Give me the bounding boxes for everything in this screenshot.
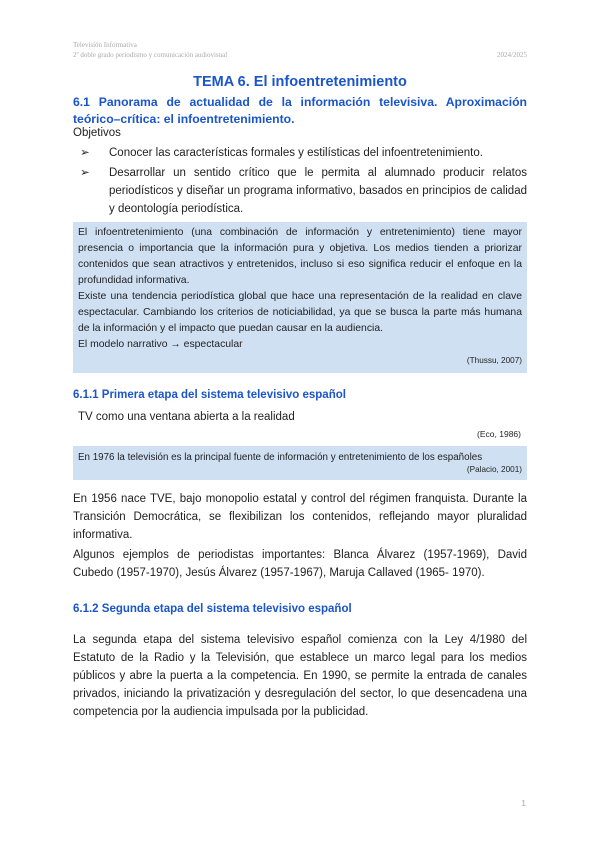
- fact-box-text: En 1976 la televisión es la principal fuente de información y entretenimiento de los españoles: [78, 452, 483, 463]
- paragraph: Algunos ejemplos de periodistas importantes: Blanca Álvarez (1957-1969), David Cubedo (1957-1970), Jesús Álvarez (1957-1967), Maruja Callaved (1965- 1970).: [73, 549, 527, 579]
- objective-item: [80, 164, 527, 218]
- section-6-1-1-heading: 6.1.1 Primera etapa del sistema televisivo español: [73, 389, 346, 401]
- header-course: Televisión Informativa: [73, 41, 137, 49]
- section-6-1-heading: 6.1 Panorama de actualidad de la información televisiva. Aproximación teórico–crítica: el infoentretenimiento.: [73, 95, 527, 126]
- paragraph: En 1956 nace TVE, bajo monopolio estatal y control del régimen franquista. Durante la Transición Democrática, se flexibilizan los contenidos, reflejando mayor pluralidad informativa.: [73, 493, 527, 541]
- quote-citation: (Thussu, 2007): [466, 356, 522, 365]
- fact-box-citation: (Palacio, 2001): [466, 465, 522, 474]
- header-degree: 2º doble grado periodismo y comunicación audiovisual: [73, 51, 228, 59]
- arrow-bullet-icon: ➢: [80, 147, 90, 159]
- section-6-1-2-heading: 6.1.2 Segunda etapa del sistema televisivo español: [73, 603, 352, 615]
- objectives-label: Objetivos: [73, 127, 121, 139]
- quote-paragraph: El modelo narrativo → espectacular: [78, 339, 243, 350]
- tv-citation: (Eco, 1986): [477, 429, 521, 439]
- page-header: [73, 40, 527, 60]
- quote-paragraph: El infoentretenimiento (una combinación de información y entretenimiento) tiene mayor presencia o importancia que la información pura y objetiva. Los medios tienden a priorizar contenidos que sean atractivos y entretenidos, incluso si eso significa reducir el enfoque en la profundidad informativa.: [78, 227, 522, 286]
- quote-paragraph: Existe una tendencia periodística global que hace una representación de la realidad en clave espectacular. Cambiando los criterios de noticiabilidad, ya que se busca la parte más humana de la información y el impacto que puedan causar en la audiencia.: [78, 291, 522, 334]
- quote-box: [73, 222, 527, 373]
- objectives-list: [80, 144, 527, 220]
- objective-text: Desarrollar un sentido crítico que le permita al alumnado producir relatos periodísticos y diseñar un programa informativo, basados en principios de calidad y deontología periodística.: [109, 167, 527, 215]
- header-year: 2024/2025: [497, 51, 527, 59]
- paragraph: La segunda etapa del sistema televisivo español comienza con la Ley 4/1980 del Estatuto de la Radio y la Televisión, que establece un marco legal para los medios públicos y abre la puerta a la competencia. En 1990, se permite la entrada de canales privados, iniciando la privatización y desregulación del sector, lo que desencadena una competencia por la audiencia impulsada por la publicidad.: [73, 634, 527, 718]
- fact-box: [73, 446, 527, 480]
- objective-text: Conocer las características formales y estilísticas del infoentretenimiento.: [109, 147, 483, 159]
- tv-window-line: TV como una ventana abierta a la realidad: [78, 411, 295, 423]
- objective-item: [80, 144, 527, 162]
- page-number: 1: [521, 798, 526, 808]
- page-title: TEMA 6. El infoentretenimiento: [193, 74, 407, 90]
- arrow-bullet-icon: ➢: [80, 167, 90, 179]
